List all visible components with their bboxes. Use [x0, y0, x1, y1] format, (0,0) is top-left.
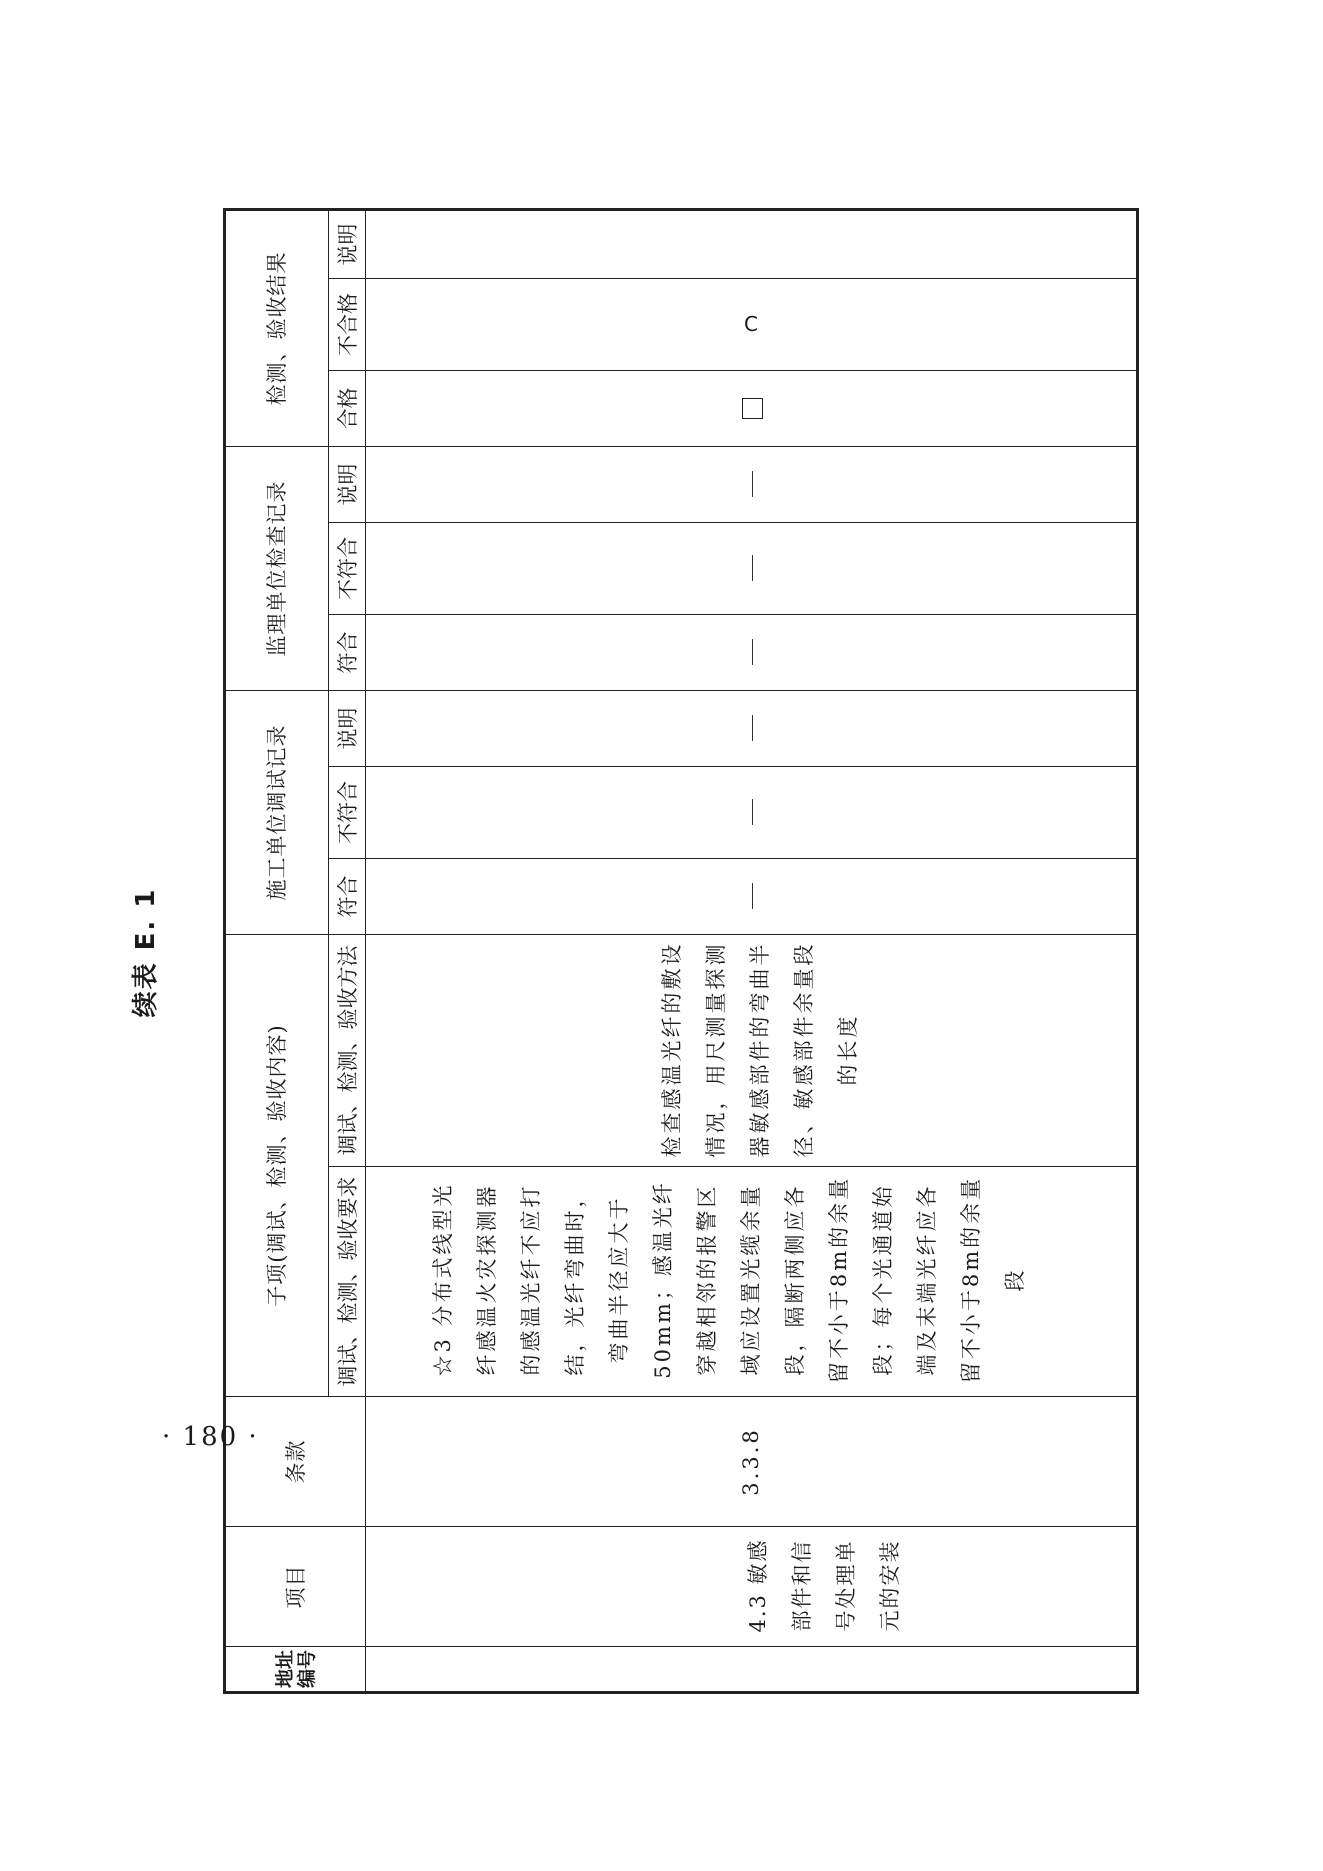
clause-header: 条款	[225, 1397, 366, 1527]
construction-unit-header: 施工单位调试记录	[225, 690, 329, 934]
construction-conform-header: 符合	[329, 858, 366, 934]
address-no-cell	[366, 1647, 1138, 1693]
unqualified-cell[interactable]	[366, 278, 1138, 370]
qualified-checkbox[interactable]	[742, 398, 763, 419]
unqualified-mark: C	[744, 312, 758, 337]
construction-not-conform-dash	[752, 799, 753, 825]
construction-remark-dash	[752, 715, 753, 741]
supervision-conform-header: 符合	[329, 614, 366, 690]
project-header: 项目	[225, 1527, 366, 1647]
construction-conform-dash	[752, 883, 753, 909]
construction-remark-header: 说明	[329, 690, 366, 766]
result-remark-header: 说明	[329, 209, 366, 278]
supervision-remark-header: 说明	[329, 446, 366, 522]
supervision-remark-dash	[752, 471, 753, 497]
supervision-conform-dash	[752, 639, 753, 665]
table-row	[366, 209, 1138, 1692]
qualified-cell[interactable]	[366, 370, 1138, 446]
construction-remark-cell	[366, 690, 1138, 766]
address-no-header: 地址编号	[225, 1647, 366, 1693]
construction-conform-cell	[366, 858, 1138, 934]
project-cell	[366, 1527, 1138, 1647]
project-text: 4.3 敏感部件和信号处理单元的安装	[746, 1538, 902, 1633]
construction-not-conform-header: 不符合	[329, 766, 366, 858]
supervision-conform-cell	[366, 614, 1138, 690]
supervision-unit-header: 监理单位检查记录	[225, 446, 329, 690]
method-text: 检查感温光纤的敷设情况，用尺测量探测器敏感部件的弯曲半径、敏感部件余量段的长度	[660, 941, 860, 1158]
sub-item-group-header: 子项(调试、检测、验收内容)	[225, 934, 329, 1396]
qualified-header: 合格	[329, 370, 366, 446]
result-remark-cell	[366, 209, 1138, 278]
page-number: · 180 ·	[162, 1422, 259, 1452]
method-header: 调试、检测、验收方法	[329, 934, 366, 1166]
unqualified-header: 不合格	[329, 278, 366, 370]
supervision-remark-cell	[366, 446, 1138, 522]
table-title: 续表 E. 1	[131, 887, 161, 1018]
supervision-not-conform-cell	[366, 522, 1138, 614]
clause-cell: 3.3.8	[366, 1397, 1138, 1527]
construction-not-conform-cell	[366, 766, 1138, 858]
requirement-cell	[366, 1167, 1138, 1397]
method-cell	[366, 934, 1138, 1166]
inspection-table	[223, 208, 1139, 1694]
supervision-not-conform-dash	[752, 555, 753, 581]
requirement-text: ☆3 分布式线型光纤感温火灾探测器的感温光纤不应打结，光纤弯曲时，弯曲半径应大于50mm；感温光纤穿越相邻的报警区域应设置光缆余量段，隔断两侧应各留不小于8m的余量段；每个光通道始端及末端光纤应各留不小于8m的余量段	[431, 1175, 1027, 1384]
inspection-result-header: 检测、验收结果	[225, 209, 329, 446]
supervision-not-conform-header: 不符合	[329, 522, 366, 614]
requirements-header: 调试、检测、验收要求	[329, 1167, 366, 1397]
